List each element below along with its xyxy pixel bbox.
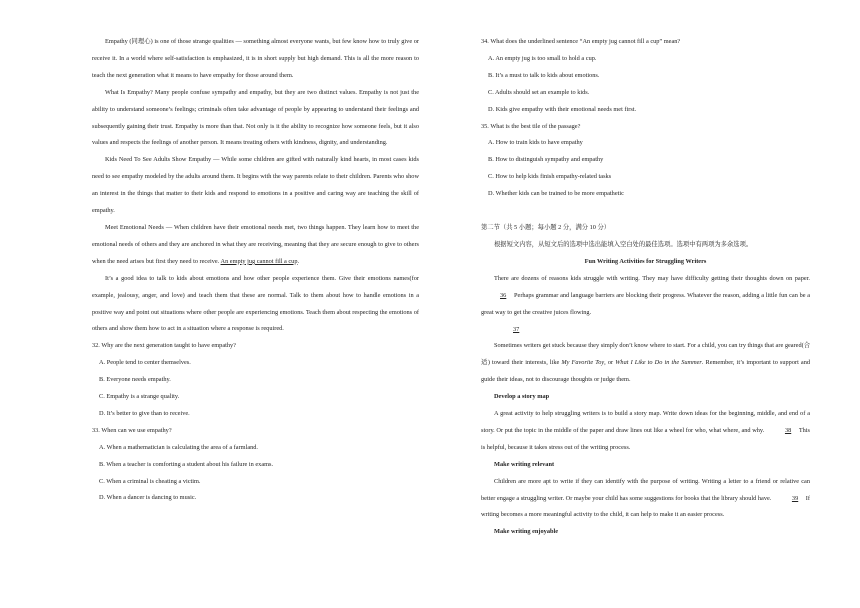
paragraph-text: . Remember, it’s important to support and guide their ideas, not to discourage thoughts or judge them. — [481, 359, 810, 384]
paragraph-text: , or — [604, 359, 614, 367]
underlined-sentence: An empty jug cannot fill a cup — [220, 257, 298, 265]
paragraph-adults-show-empathy: Kids Need To See Adults Show Empathy — While some children are gifted with naturally kind hearts, in most cases kids need to see empathy modeled by the adults around them. It begins with the way parents relate to their children. Parents who show an interest in the things that matter to their kids and respond to emotions in a positive and caring way are teaching the skill of empathy. — [92, 156, 419, 215]
passage-paragraph-4 — [481, 474, 810, 525]
section-instructions: 根据短文内容，从短文后的选项中选出能填入空白处的最佳选项。选项中有两项为多余选项。 — [494, 240, 753, 248]
option-34-d[interactable]: D. Kids give empathy with their emotional needs met first. — [488, 105, 637, 113]
example-title-1: My Favorite Toy — [561, 359, 605, 367]
question-32: 32. Why are the next generation taught to have empathy? — [92, 342, 236, 350]
paragraph-text: This is helpful, because it takes stress out of the writing process. — [481, 426, 811, 451]
option-33-b[interactable]: B. When a teacher is comforting a student about his failure in exams. — [99, 460, 274, 468]
blank-39[interactable]: 39 — [791, 494, 799, 502]
question-35: 35. What is the best tile of the passage? — [481, 122, 581, 130]
passage-paragraph-2 — [481, 338, 810, 389]
option-35-d[interactable]: D. Whether kids can be trained to be more empathetic — [488, 190, 624, 198]
paragraph-emotional-needs — [92, 220, 419, 271]
paragraph-text: Perhaps grammar and language barriers are blocking their progress. Whatever the reason, adding a little fun can be a great way to get the creative juices flowing. — [481, 291, 811, 316]
option-32-c[interactable]: C. Empathy is a strange quality. — [99, 393, 180, 401]
paragraph-end: . — [297, 257, 300, 265]
option-32-a[interactable]: A. People tend to center themselves. — [99, 359, 191, 367]
passage-paragraph-3 — [481, 406, 810, 457]
blank-38[interactable]: 38 — [784, 426, 792, 434]
option-32-d[interactable]: D. It’s better to give than to receive. — [99, 409, 190, 417]
paragraph-text: Children are more apt to write if they can identify with the purpose of writing. Writing a letter to a friend or relative can better engage a struggling writer. Or maybe your child has some suggestions for books that the library should have. — [481, 477, 810, 502]
section-spacer — [481, 203, 810, 220]
paragraph-talk-about-emotions: It’s a good idea to talk to kids about emotions and how other people experience them. Give their emotions names(for example, jealousy, anger, and love) and teach them that these are normal. Talk to them about how to handle emotions in a positive way and point out situations where other people are experiencing emotions. Teach them about respecting the emotions of others and show them how to act in a situation where a response is required. — [92, 274, 419, 333]
option-34-c[interactable]: C. Adults should set an example to kids. — [488, 88, 590, 96]
paragraph-text: There are dozens of reasons kids struggle with writing. They may have difficulty getting their thoughts down on paper. — [494, 274, 810, 282]
option-33-d[interactable]: D. When a dancer is dancing to music. — [99, 494, 197, 502]
paragraph-text: If writing becomes a more meaningful activity to the child, it can help to make it an easier process. — [481, 494, 810, 519]
blank-37[interactable]: 37 — [513, 325, 520, 333]
passage-title: Fun Writing Activities for Struggling Writers — [584, 257, 707, 265]
passage-paragraph-1 — [481, 271, 810, 322]
option-35-c[interactable]: C. How to help kids finish empathy-related tasks — [488, 173, 612, 181]
paragraph-what-is-empathy: What Is Empathy? Many people confuse sympathy and empathy, but they are two distinct values. Empathy is not just the ability to understand someone’s feelings; criminals often take advantage of people by appearing to understand their feelings and subsequently gaining their trust. Empathy is more than that. Not only is it the ability to recognize how someone feels, but it also values and respects the feelings of another person. It means treating others with kindness, dignity, and understanding. — [92, 88, 419, 147]
example-title-2: What I Like to Do in the Summer — [615, 359, 702, 367]
paragraph-text: Meet Emotional Needs — When children have their emotional needs met, two things happen. They learn how to meet the emotional needs of others and they are anchored in what they are receiving, meaning that they are secure enough to give to others when the need arises but first they need to receive. — [92, 223, 419, 265]
option-34-a[interactable]: A. An empty jug is too small to hold a cup. — [488, 54, 597, 62]
subheading-writing-relevant: Make writing relevant — [494, 460, 555, 468]
option-32-b[interactable]: B. Everyone needs empathy. — [99, 376, 171, 384]
section-header: 第二节（共 5 小题；每小题 2 分，满分 10 分） — [481, 224, 611, 232]
paragraph-text: A great activity to help struggling writers is to build a story map. Write down ideas for the beginning, middle, and end of a story. Or put the topic in the middle of the paper and draw lines out like a wheel for who, what where, and why. — [481, 410, 810, 434]
subheading-story-map: Develop a story map — [494, 393, 550, 401]
question-33: 33. When can we use empathy? — [92, 426, 172, 434]
blank-37-line — [481, 322, 810, 339]
option-35-b[interactable]: B. How to distinguish sympathy and empathy — [488, 156, 604, 164]
paragraph-text: Sometimes writers get stuck because they simply don’t know where to start. For a child, you can try things that are geared(合适) toward their interests, like — [481, 342, 810, 367]
option-34-b[interactable]: B. It’s a must to talk to kids about emotions. — [488, 71, 600, 79]
option-33-c[interactable]: C. When a criminal is cheating a victim. — [99, 477, 201, 485]
option-33-a[interactable]: A. When a mathematician is calculating the area of a farmland. — [99, 443, 258, 451]
question-34: 34. What does the underlined sentence “An empty jug cannot fill a cup” mean? — [481, 38, 681, 45]
option-35-a[interactable]: A. How to train kids to have empathy — [488, 139, 583, 147]
subheading-writing-enjoyable: Make writing enjoyable — [494, 528, 559, 536]
blank-36[interactable]: 36 — [500, 291, 507, 299]
right-column — [481, 34, 810, 541]
paragraph-empathy-intro: Empathy (同理心) is one of those strange qualities — something almost everyone wants, but few know how to truly give or receive it. In a world where self-satisfaction is emphasized, it is in short supply but high demand. This is all the more reason to teach the next generation what it means to have empathy for those around them. — [92, 38, 419, 79]
left-column — [92, 34, 419, 507]
